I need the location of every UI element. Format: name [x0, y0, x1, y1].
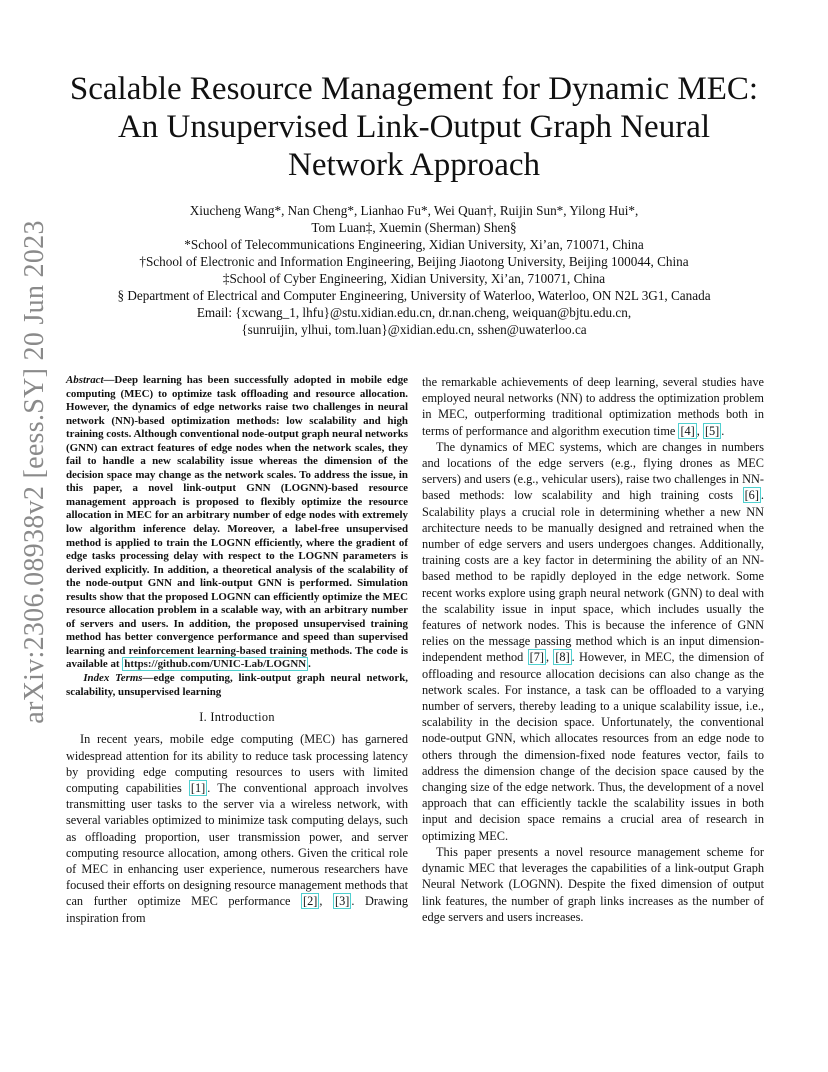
intro-paragraph-1-cont [422, 374, 764, 439]
title-line-2: An Unsupervised Link-Output Graph Neural [117, 109, 711, 145]
email-line-1: Email: {xcwang_1, lhfu}@stu.xidian.edu.cn, dr.nan.cheng, weiquan@bjtu.edu.cn, [196, 305, 632, 320]
intro-p3-text-a: The dynamics of MEC systems, which are changes in numbers and locations of the edge servers (e.g., flying drones as MEC servers) and users (e.g., vehicular users), raise two challenges in NN-based methods: low scalability and high training costs [422, 439, 764, 503]
paper-title [60, 70, 768, 184]
citation-1[interactable]: [1] [190, 780, 206, 795]
index-terms [66, 672, 408, 699]
intro-p3-text-c: . However, in MEC, the dimension of offloading and resource allocation decisions can also change as the network scales. For instance, a task can be offloaded to a varying number of servers, thereby leading to a unique scalability issue, i.e., scalability in the decision space. Unfortunately, the conventional node-output GNN, which allocates resources from an edge node to others through the dimension-fixed node features vector, fails to address the dimension change of the decision space caused by the changing size of the edge network. Thus, the development of a novel approach that can efficiently tackle the scalability issues in both input and decision space remains a crucial area of research in optimizing MEC. [422, 650, 764, 843]
affiliation-2: †School of Electronic and Information Engineering, Beijing Jiaotong University, Beijing 100044, China [139, 254, 689, 269]
left-column [66, 374, 408, 926]
abstract [66, 374, 408, 672]
affiliation-1: *School of Telecommunications Engineering, Xidian University, Xi’an, 710071, China [184, 237, 644, 252]
author-names-line-2: Tom Luan‡, Xuemin (Sherman) Shen§ [311, 220, 517, 235]
code-link[interactable]: https://github.com/UNIC-Lab/LOGNN [124, 658, 307, 671]
right-column [422, 374, 764, 925]
author-names-line-1: Xiucheng Wang*, Nan Cheng*, Lianhao Fu*, Wei Quan†, Ruijin Sun*, Yilong Hui*, [189, 203, 639, 218]
intro-paragraph-2 [422, 439, 764, 844]
intro-p2-sep: , [696, 423, 703, 438]
abstract-end: . [308, 658, 311, 671]
section-heading-introduction: I. Introduction [199, 710, 275, 725]
email-line-2: {sunruijin, ylhui, tom.luan}@xidian.edu.cn, sshen@uwaterloo.ca [241, 322, 587, 337]
title-line-3: Network Approach [287, 147, 540, 183]
citation-5[interactable]: [5] [704, 423, 720, 438]
affiliation-4: § Department of Electrical and Computer Engineering, University of Waterloo, Waterloo, ON N2L 3G1, Canada [117, 288, 711, 303]
title-line-1: Scalable Resource Management for Dynamic MEC: [69, 71, 759, 107]
intro-p2-text-a: the remarkable achievements of deep learning, several studies have employed neural networks (NN) to address the optimization problem in MEC, outperforming traditional optimization methods both in terms of performance and algorithm execution time [422, 375, 764, 438]
index-terms-label: Index Terms [83, 672, 143, 685]
abstract-label: Abstract [66, 374, 104, 386]
intro-p3-text-b: . Scalability plays a crucial role in determining whether a new NN architecture needs to be manually designed and retrained when the number of edge servers and users undergoes changes. Additionally, training costs are a key factor in determining the ability of an NN-based method to be rapidly deployed in the edge network. Some recent works explore using graph neural network (GNN) to deal with the scalability issue in input space, which includes usually the features of network nodes. This is because the inference of GNN relies on the message passing method which is an input dimension-independent method [422, 488, 764, 665]
citation-8[interactable]: [8] [555, 650, 570, 665]
citation-7[interactable]: [7] [529, 650, 544, 665]
intro-p1-sep: , [319, 894, 333, 909]
citation-4[interactable]: [4] [680, 423, 695, 438]
abstract-text: —Deep learning has been successfully adopted in mobile edge computing (MEC) to optimize task offloading and resource allocation. However, the dynamics of edge networks raise two challenges in neural network (NN)-based optimization methods: low scalability and high training costs. Although conventional node-output graph neural networks (GNN) can extract features of edge nodes when the network scales, they fail to handle a new scalability issue whereas the dimension of the decision space may change as the network scales. To address the issue, in this paper, a novel link-output GNN (LOGNN)-based resource management approach is proposed to flexibly optimize the resource allocation in MEC for an arbitrary number of edge nodes with extremely low algorithm inference delay. Moreover, a label-free unsupervised method is applied to train the LOGNN efficiently, where the gradient of edge tasks processing delay with respect to the LOGNN parameters is derived explicitly. In addition, a theoretical analysis of the scalability of the node-output GNN and link-output GNN is performed. Simulation results show that the proposed LOGNN can efficiently optimize the MEC resource allocation problem in a scalable way, with an arbitrary number of servers and users. In addition, the proposed unsupervised training method has better convergence performance and speed than supervised learning and reinforcement learning-based training methods. The code is available at [66, 374, 408, 671]
intro-p1-text-c: . Drawing inspiration from [66, 894, 408, 925]
arxiv-identifier [12, 220, 58, 724]
index-terms-text: —edge computing, link-output graph neural network, scalability, unsupervised learning [66, 672, 408, 698]
intro-p1-text-a: In recent years, mobile edge computing (MEC) has garnered widespread attention for its ability to reduce task processing latency by providing edge computing resources to users with limited computing capabilities [66, 732, 408, 795]
intro-p3-sep: , [545, 650, 554, 665]
citation-2[interactable]: [2] [303, 894, 318, 909]
citation-3[interactable]: [3] [335, 894, 350, 909]
intro-p1-text-b: . The conventional approach involves transmitting user tasks to the server via a wireless network, with several variables optimized to minimize task computing delays, such as offloading proportion, user transmission power, and server computing resource allocation, among others. Given the critical role of MEC in enhancing user experience, numerous researchers have focused their efforts on designing resource management methods that can further optimize MEC performance [66, 780, 408, 909]
author-block [70, 202, 758, 338]
arxiv-identifier-text: arXiv:2306.08938v2 [eess.SY] 20 Jun 2023 [19, 220, 50, 724]
citation-6[interactable]: [6] [744, 488, 759, 503]
intro-paragraph-3: This paper presents a novel resource management scheme for dynamic MEC that leverages the capabilities of a link-output Graph Neural Network (LOGNN). Despite the fixed dimension of output link features, the number of graph links increases as the number of edge servers and users increases. [422, 844, 764, 924]
affiliation-3: ‡School of Cyber Engineering, Xidian University, Xi’an, 710071, China [222, 271, 606, 286]
intro-p2-end: . [721, 423, 725, 438]
intro-paragraph-1 [66, 731, 408, 925]
